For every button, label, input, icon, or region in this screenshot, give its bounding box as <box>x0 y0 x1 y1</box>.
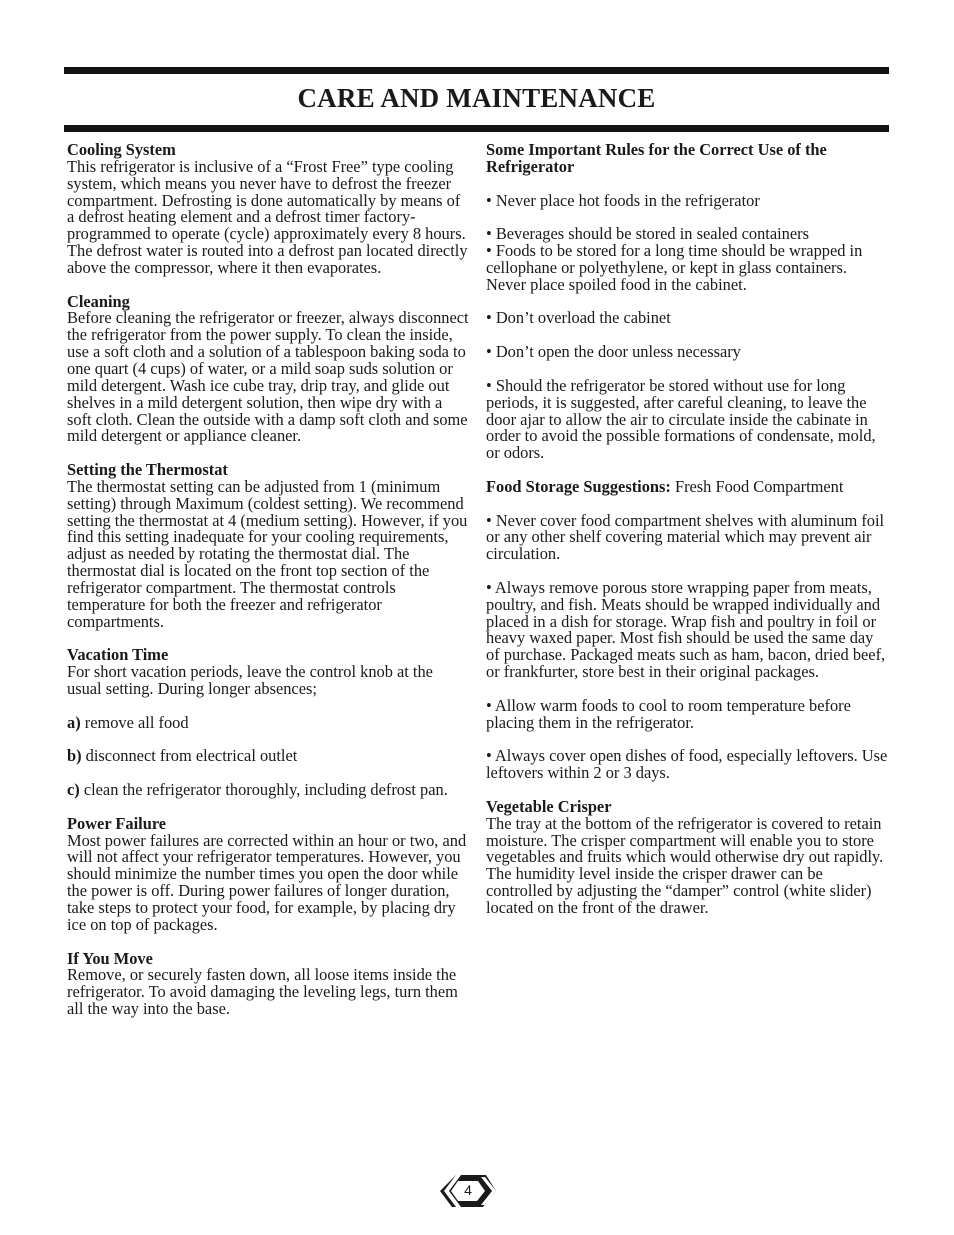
vacation-item-a-label: a) <box>67 712 81 732</box>
rules-bullet-3: • Foods to be stored for a long time should be wrapped in cellophane or polyethylene, or kept in glass containers. Never place spoiled food in the cabinet. <box>486 241 863 294</box>
storage-bullet-4: • Always cover open dishes of food, especially leftovers. Use leftovers within 2 or 3 days. <box>486 746 888 783</box>
food-storage-heading: Food Storage Suggestions: <box>486 476 671 496</box>
rules-bullet-1: • Never place hot foods in the refrigerator <box>486 190 760 210</box>
vacation-item-c-text: clean the refrigerator thoroughly, including defrost pan. <box>79 780 448 800</box>
power-failure-heading: Power Failure <box>67 813 167 833</box>
rules-bullet-5: • Don’t open the door unless necessary <box>486 342 741 362</box>
thermostat-text: The thermostat setting can be adjusted from 1 (minimum setting) through Maximum (coldest setting). We recommend setting the thermostat at 4 (medium setting). However, if you find this setting inadequate for your cooling requirements, adjust as needed by rotating the thermostat dial. The thermostat dial is located on the front top section of the refrigerator compartment. The thermostat controls temperature for both the freezer and refrigerator compartments. <box>67 476 468 631</box>
vegetable-crisper-heading: Vegetable Crisper <box>486 796 612 816</box>
vacation-section <box>67 647 470 799</box>
page-title: CARE AND MAINTENANCE <box>297 83 656 113</box>
storage-bullet-1: • Never cover food compartment shelves with aluminum foil or any other shelf covering material which may prevent air circulation. <box>486 510 885 564</box>
if-you-move-heading: If You Move <box>67 948 153 968</box>
cleaning-text: Before cleaning the refrigerator or freezer, always disconnect the refrigerator from the power supply. To clean the inside, use a soft cloth and a solution of a tablespoon baking soda to one quart (4 cups) of water, or a mild soap suds solution or mild detergent. Wash ice cube tray, drip tray, and glide out shelves in a mild detergent solution, then wipe dry with a soft cloth. Clean the outside with a damp soft cloth and some mild detergent or appliance cleaner. <box>67 308 469 446</box>
title-rule <box>64 125 889 132</box>
cooling-system-section <box>67 142 470 277</box>
food-storage-subheading: Fresh Food Compartment <box>670 476 844 496</box>
rules-bullet-4: • Don’t overload the cabinet <box>486 308 671 328</box>
if-you-move-section <box>67 948 470 1019</box>
vacation-item-b-text: disconnect from electrical outlet <box>81 746 298 766</box>
rules-bullet-2: • Beverages should be stored in sealed containers <box>486 224 809 244</box>
cleaning-heading: Cleaning <box>67 291 130 311</box>
cooling-system-heading: Cooling System <box>67 140 176 159</box>
right-column <box>486 142 889 934</box>
vacation-item-a <box>67 712 470 732</box>
vegetable-crisper-text: The tray at the bottom of the refrigerator is covered to retain moisture. The crisper compartment will enable you to store vegetables and fruits which would otherwise dry out rapidly. The humidity level inside the crisper drawer can be controlled by adjusting the “damper” control (white slider) located on the front of the drawer. <box>486 813 884 917</box>
cleaning-section <box>67 291 470 446</box>
cooling-system-text: This refrigerator is inclusive of a “Frost Free” type cooling system, which means you never have to defrost the freezer compartment. Defrosting is done automatically by means of a defrost heating element and a defrost timer factory-programmed to operate (cycle) approximately every 8 hours. The defrost water is routed into a defrost pan located directly above the compressor, where it then evaporates. <box>67 156 468 277</box>
vacation-item-b-label: b) <box>67 746 82 766</box>
power-failure-section <box>67 813 470 934</box>
vacation-item-c <box>67 782 470 799</box>
page-number: 4 <box>464 1182 472 1198</box>
rules-bullet-6: • Should the refrigerator be stored without use for long periods, it is suggested, after careful cleaning, to leave the door ajar to allow the air to circulate inside the cabinate in order to avoid the possible formations of condensate, mold, or odors. <box>486 375 876 463</box>
rules-section <box>486 142 889 462</box>
storage-bullet-2: • Always remove porous store wrapping paper from meats, poultry, and fish. Meats should be wrapped individually and placed in a dish for storage. Wrap fish and poultry in foil or heavy waxed paper. Most fish should be used the same day of purchase. Packaged meats such as ham, bacon, dried beef, or frankfurter, store best in their original packages. <box>486 577 886 682</box>
storage-bullet-3: • Allow warm foods to cool to room temperature before placing them in the refrigerator. <box>486 695 851 732</box>
thermostat-section <box>67 462 470 630</box>
top-rule <box>64 67 889 74</box>
vacation-heading: Vacation Time <box>67 645 169 665</box>
power-failure-text: Most power failures are corrected within an hour or two, and will not affect your refrigerator temperatures. However, you should minimize the number times you open the door while the power is off. During power failures of longer duration, take steps to protect your food, for example, by placing dry ice on top of packages. <box>67 830 467 934</box>
left-column <box>67 142 470 1035</box>
vacation-item-b <box>67 748 470 765</box>
food-storage-heading-line <box>486 476 889 496</box>
vacation-text: For short vacation periods, leave the control knob at the usual setting. During longer absences; <box>67 662 433 698</box>
food-storage-section <box>486 476 889 783</box>
vacation-item-c-label: c) <box>67 780 80 800</box>
if-you-move-text: Remove, or securely fasten down, all loose items inside the refrigerator. To avoid damaging the leveling legs, turn them all the way into the base. <box>67 965 458 1019</box>
vegetable-crisper-section <box>486 796 889 917</box>
thermostat-heading: Setting the Thermostat <box>67 460 228 480</box>
vacation-item-a-text: remove all food <box>80 712 189 732</box>
rules-heading: Some Important Rules for the Correct Use of the Refrigerator <box>486 140 827 176</box>
